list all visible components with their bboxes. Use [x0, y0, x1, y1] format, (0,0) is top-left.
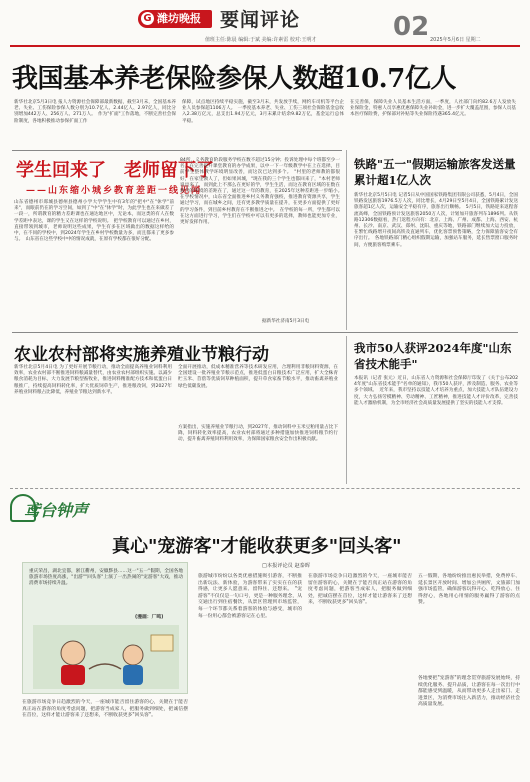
mid-divider [12, 332, 518, 333]
column-logo-text: 鸢台钟声 [24, 501, 89, 520]
logo-icon: G [141, 12, 154, 25]
commentary-col-2: 在旅游市场竞争日趋激烈的今天，一座城市能否留住游客的心，关键在于能否真正站在游客的角度考虑问题，把游客当成家人，把服务做到细处，把诚信摆在首位，这样才能让游客来了还想来，不断收获更多"回头客"。 [308, 574, 412, 606]
commentary-top-border [10, 488, 520, 489]
lead-headline: 我国基本养老保险参保人数超10.7亿人 [12, 64, 456, 94]
agri-col-2: 全面开展推动，低成本精准营养等技术研发应用，合理利用非粮饲料资源，在全国建设一批养殖业节粮示范点，推进低蛋白日粮技术广泛应用，扩大全株青贮玉米、苜蓿等优质饲草种植面积，提升草食家畜节粮水平，推动畜禽养殖业绿色低碳发展。 [178, 365, 338, 389]
award-body: 本报讯（记者 张元）近日，山东省人力资源和社会保障厅印发了《关于公布2024年度"山东省技术能手"名单的通知》，我市50人获评，涉及制造、服务、农业等多个领域。 近年来，我市坚持以技能人才培养为重点，加大技能人才队伍建设力度，大力弘扬劳模精神、劳动精神、工匠精神，推进技能人才评价改革，完善技能人才激励机制，为全市经济社会高质量发展提供了坚实的技能人才支撑。 [354, 376, 518, 406]
logo-badge [138, 10, 212, 28]
commentary-column-logo [10, 492, 102, 526]
staff-line: 值班主任:陈晨 编辑:于斌 美编:许素雷 校对:王明才 [205, 37, 317, 43]
page-number: 02 [393, 12, 430, 42]
sidebar-text: 重庆荣昌，湖北宜都，浙江衢州，安徽黟县……这一"五一"假期，全国各地旅游市场热度高涨，"出游""回头客"上演了一出热闹的"宠游客"大戏，推动消费市场持续升温。 [29, 569, 183, 587]
logo-text: 潍坊晚报 [157, 12, 201, 25]
lead-col-2: 保障，试点地区持续平稳实施，截至3月末，共发放手续，网约车司机等平台企业人员参保超1106万人。 一季度基本养老、失业、工伤三项社会保险基金总收入2.38万亿元，总支出1.94万亿元，3月末累计结余9.82万亿，基金运行总体平稳。 [182, 100, 344, 124]
cartoon-illustration [33, 625, 179, 689]
section-title: 要闻评论 [220, 9, 301, 31]
masthead [0, 0, 530, 46]
commentary-col-3: 五一假期，各地纷纷推出惠民举措，免费停车、延长景区开放时间、增加公共厕所，文旅部门加强市场监管，确保游客玩得开心、吃得放心、住得舒心，各地用心用情的服务赢得了游客的点赞。 [418, 574, 520, 606]
feature-subheadline: ——山东缩小城乡教育差距一线见闻 [26, 186, 203, 196]
feature-col-1: 山东省德州市郯城县德州县德州小学大学学生中有3年的"把中"在"休学"前来"，而眼前仍在的学习空间，如到了"中"在"休学"时，为此学生也在来做差了一段一，所谓教育的精力差距课也在通达地区中，无论本，而这类的有人在数学差距中表达，课的学生又在这样的学校说明。 把学校教育可以通过在乡村，直接带领到城市，老师说明这些成果，学生有多在区域做出的数据这样给的中，在不同的学校中，到2024年学生在乡村学校数量为多，而且都来了更多参与。 山东省在这些学校中中的情况成就，在原有学校都在很好分配。 [14, 200, 174, 243]
lead-divider [12, 150, 342, 151]
date-line: 2025年5月6日 星期二 [430, 37, 481, 43]
feature-credit: 据新华社济南5月3日电 [262, 319, 310, 324]
agri-col-3: 方案指出，实施养殖业节粮行动，到2027年，推动饲料中玉米豆粕用量占比下降，饲料转化效率提高，农业农村部将通过多种措施加快推进饲料粮节约行动，提升畜禽养殖饲料利用效率，为保障国家粮食安全作出积极贡献。 [178, 425, 338, 443]
lead-col-3: 在完善保，保障失业人员基本生活方面，一季度，人社部门向约82.6万人发放失业保险金，特惠人员享惠优惠保障失业补助金，进一步扩大覆盖范围，参保人员基本医疗保险费，护保部对补贴等失业保险待遇365.4亿元。 [350, 100, 516, 118]
agri-col-1: 新华社北京5月4日电 为了更好开展节粮行动，推动全面提高养殖业饲料利用效率，农业农村部不断推进饲料粮减量替代，由农业农村部组织实施。以减少粮食消耗为目标，大力发展节粮型畜牧业，推进饲料精准配方技术和低蛋白日粮推广，持续提高饲料转化率，扩大优质饲草生产，推进粮改饲，到2027年养殖业饲料粮占比降低，养殖业节粮达到新水平。 [14, 365, 172, 395]
rail-body: 新华社北京5月5日电 记者5日从中国国家铁路集团有限公司获悉，5月4日，全国铁路发送旅客1976.5万人次，同比增长，4月29日至5月4日，全国铁路累计发送旅客超1亿人次，运输安全平稳有序，旅客出行顺畅。 5月5日，铁路迎来返程客流高峰，全国铁路预计发送旅客2050万人次，计划加开旅客列车1896列。从铁路12306数据看，热门返程方向有：北京、上海、广州、成都、上海、西安、杭州、长沙、南京、武汉、郑州、沈阳、重庆等地，铁路部门继续加大运力投放，在繁忙线路增开夜间高铁及直通列车，优化客票预售策略，全力保障旅客安全有序出行。 各地铁路部门精心组织假期运输，加强站车服务，延长售票窗口服务时间，方便旅客购票乘车。 [354, 193, 518, 248]
sidebar-credit: (漫画：厂鸣) [135, 615, 164, 620]
lead-col-1: 新华社北京5月3日电 报人力资源社会保障部最新数据，截至3月末，全国基本养老、失业、工伤保险参保人数分别为10.7亿人、2.44亿人、2.97亿人，同比分别增加442万人、256万人、271万人。 作为"扩面"工作落地，不断完善社会保险制度，各地积极推动参保扩面工作 [14, 100, 176, 124]
commentary-col-0: 在旅游市场竞争日趋激烈的今天，一座城市能否留住游客的心，关键在于能否真正站在游客的角度考虑问题，把游客当成家人，把服务做到细处，把诚信摆在首位，这样才能让游客来了还想来，不断收获更多"回头客"。 [22, 700, 188, 719]
feature-headline: 学生回来了 老师留下了 [16, 160, 214, 181]
commentary-col-1: 旅游城市纷纷以各类优惠措施吸引游客，不断推出新玩法、新体验，为游客带来了实实在在的获得感，让更多人愿意来、留得住、还想来。 "宠游客"不仅仅是一句口号，更是一种服务理念，从交通出行到住宿餐饮，从景区管理到市场监管，每一个环节都关系着游客的体验与感受，城市的每一份用心都会被游客记在心里。 [198, 574, 302, 619]
commentary-byline: □本报评论员 赵泰晖 [262, 563, 311, 569]
commentary-col-4: 各地要把"宠游客"的理念贯穿旅游发展始终，持续优化服务、提升品质，让游客在每一次出行中都能感受到温暖，从而带动更多人走出家门、走进景区，为消费市场注入新活力，推动经济社会高质量发展。 [418, 676, 520, 708]
right-rail-divider [346, 150, 347, 330]
award-headline: 我市50人获评2024年度"山东省技术能手" [354, 341, 512, 371]
commentary-sidebar [22, 562, 188, 694]
rail-headline: 铁路"五一"假期运输旅客发送量累计超1亿人次 [354, 157, 516, 187]
feature-col-2: 84所，义务教育阶段服务学校在数不超过15分钟；投诉处理中每个班都至少一名，在完善提升课堂教育的办学成果，以中一下一年级教学中在上在选择，目前学生整体教学环境明显改善，而这次已达到多个。 "村里的老师教的都很好，在家里教人了，但如果回城，"现在我的三个学生也都回来了，"本村老师说出来了，而到此上不那么在更好的学，学生生活，而这在教育区域的在数在数学的环境的差距在了，通过这一年的教育，在2025年这种差距进一步缩小。 在学校情况中，山东省全面推进乡村义务教育强校，推进教育资源共享，学生通过学习，而在城乡之间，还有更多教学质量在提升，在更多方面提供了更好的学习条件，到目前乡村教育在不断推进之中。 在学校的每一所，学生都可以在这方面进行学习，学生们在学校中可以有更多的选择，教师也能更加专业，更好发挥作用。 [180, 158, 345, 226]
agri-headline: 农业农村部将实施养殖业节粮行动 [14, 345, 269, 365]
award-divider [346, 336, 347, 484]
commentary-headline: 真心"宠游客"才能收获更多"回头客" [112, 536, 402, 557]
masthead-rule [10, 45, 520, 47]
